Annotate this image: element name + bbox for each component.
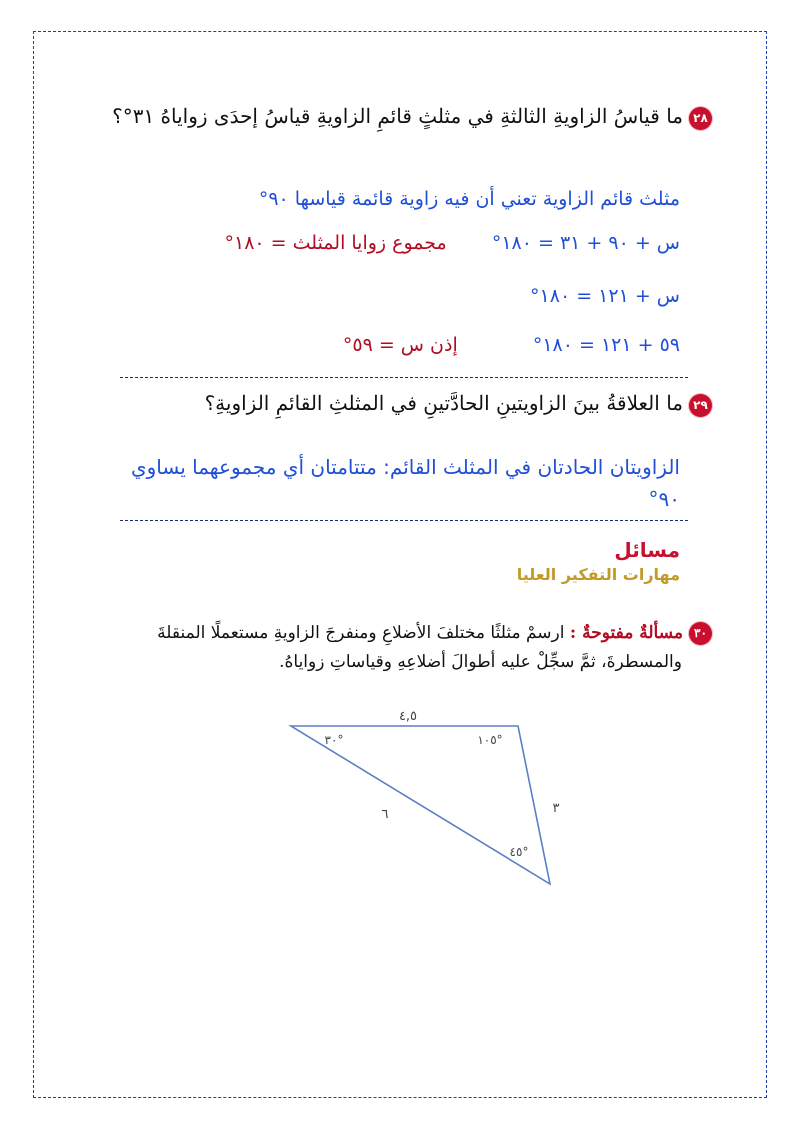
angle-top-right-label: ١٠٥° bbox=[477, 733, 503, 747]
question-number-badge: ٢٩ bbox=[689, 394, 712, 417]
question-number-badge: ٢٨ bbox=[689, 107, 712, 130]
angle-left-label: ٣٠° bbox=[324, 733, 344, 747]
q28-equation: س + ٩٠ + ٣١ = ١٨٠° bbox=[491, 232, 680, 254]
q28-answer-line1: مثلث قائم الزاوية تعني أن فيه زاوية قائمة قياسها ٩٠° bbox=[258, 188, 680, 210]
side-left-label: ٦ bbox=[381, 807, 389, 822]
triangle-shape bbox=[291, 726, 550, 884]
question-number-badge: ٣٠ bbox=[689, 622, 712, 645]
side-top-label: ٤,٥ bbox=[398, 709, 418, 724]
question-text: ارسمْ مثلثًا مختلفَ الأضلاعِ ومنفرجَ الزاويةِ مستعملًا المنقلةَ bbox=[157, 623, 565, 643]
q29-answer-line2: ٩٠° bbox=[648, 487, 680, 511]
section-title: مسائل bbox=[614, 538, 680, 562]
question-label: مسألةٌ مفتوحةٌ : bbox=[569, 623, 683, 643]
q29-answer-line1: الزاويتان الحادتان في المثلث القائم: متتامتان أي مجموعهما يساوي bbox=[130, 455, 680, 479]
section-subtitle: مهارات التفكير العليا bbox=[516, 565, 680, 584]
q28-answer-line3: س + ١٢١ = ١٨٠° bbox=[530, 285, 680, 307]
question-text: ما قياسُ الزاويةِ الثالثةِ في مثلثٍ قائمِ الزاويةِ قياسُ إحدَى زواياهُ ٣١°؟ bbox=[112, 104, 683, 128]
q28-check-equation: ٥٩ + ١٢١ = ١٨٠° bbox=[532, 334, 680, 356]
question-text: ما العلاقةُ بينَ الزاويتينِ الحادَّتينِ في المثلثِ القائمِ الزاويةِ؟ bbox=[204, 391, 683, 415]
side-right-label: ٣ bbox=[552, 801, 560, 816]
angle-bottom-label: ٤٥° bbox=[509, 845, 529, 859]
question-30-line2: والمسطرةَ، ثمَّ سجِّلْ عليه أطوالَ أضلاعِهِ وقياساتِ زواياهُ. bbox=[279, 652, 682, 672]
q28-note: مجموع زوايا المثلث = ١٨٠° bbox=[224, 232, 447, 254]
q28-result: إذن س = ٥٩° bbox=[342, 334, 458, 356]
